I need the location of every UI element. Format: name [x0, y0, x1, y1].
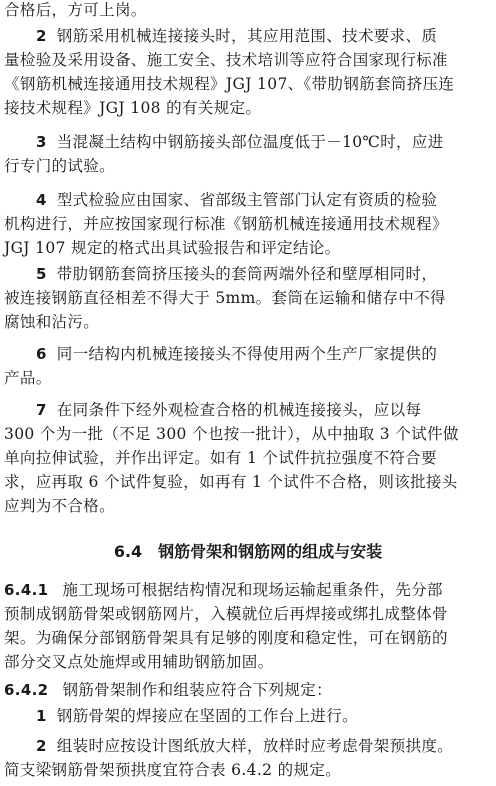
paragraph-line: 腐蚀和沾污。 [4, 313, 100, 331]
list-item-6 [4, 342, 437, 366]
continuation-text: 合格后，方可上岗。 [4, 1, 147, 19]
clause-6-4-1 [4, 578, 443, 602]
item-number: 4 [36, 191, 47, 209]
list-item-5 [4, 262, 437, 286]
paragraph-line: 架。为确保分部钢筋骨架具有足够的刚度和稳定性，可在钢筋的 [4, 629, 448, 647]
paragraph-line: 求，应再取 6 个试件复验，如再有 1 个试件不合格，则该批接头 [4, 473, 458, 491]
paragraph-line: 300 个为一批（不足 300 个也按一批计），从中抽取 3 个试件做 [4, 425, 459, 443]
item-number: 3 [36, 133, 47, 151]
paragraph-line: 产品。 [4, 369, 52, 387]
paragraph-line: 简支梁钢筋骨架预拱度宜符合表 6.4.2 的规定。 [4, 761, 342, 779]
paragraph-line: 部分交叉点处施焊或用辅助钢筋加固。 [4, 653, 274, 671]
paragraph-line: 量检验及采用设备、施工安全、技术培训等应符合国家现行标准 [4, 51, 448, 69]
paragraph-line: 机构进行，并应按国家现行标准《钢筋机械连接通用技术规程》 [4, 215, 448, 233]
list-item-b1 [4, 704, 358, 728]
clause-number: 6.4.2 [4, 681, 49, 699]
paragraph-line: 当混凝土结构中钢筋接头部位温度低于－10℃时，应进 [56, 133, 444, 151]
section-number: 6.4 [113, 542, 143, 561]
list-item-2 [4, 24, 437, 48]
paragraph-line: 《钢筋机械连接通用技术规程》JGJ 107、《带肋钢筋套筒挤压连 [4, 75, 455, 93]
section-heading [0, 540, 496, 564]
paragraph-line: 接技术规程》JGJ 108 的有关规定。 [4, 99, 262, 117]
item-number: 7 [36, 401, 47, 419]
paragraph-line: 钢筋骨架制作和组装应符合下列规定： [62, 681, 332, 699]
paragraph-line: 带肋钢筋套筒挤压接头的套筒两端外径和壁厚相同时， [56, 265, 438, 283]
item-number: 6 [36, 345, 47, 363]
item-number: 1 [36, 707, 47, 725]
list-item-b2 [4, 734, 453, 758]
paragraph-line: 钢筋骨架的焊接应在坚固的工作台上进行。 [56, 707, 358, 725]
paragraph-line: 同一结构内机械连接接头不得使用两个生产厂家提供的 [56, 345, 438, 363]
section-title: 钢筋骨架和钢筋网的组成与安装 [158, 542, 383, 561]
paragraph-line: 型式检验应由国家、省部级主管部门认定有资质的检验 [56, 191, 438, 209]
item-number: 2 [36, 27, 47, 45]
list-item-7 [4, 398, 421, 422]
paragraph-line: 被连接钢筋直径相差不得大于 5mm。套筒在运输和储存中不得 [4, 289, 446, 307]
paragraph-line: 钢筋采用机械连接接头时，其应用范围、技术要求、质 [56, 27, 438, 45]
paragraph-line: 单向拉伸试验，并作出评定。如有 1 个试件抗拉强度不符合要 [4, 449, 437, 467]
item-number: 2 [36, 737, 47, 755]
paragraph-line: JGJ 107 规定的格式出具试验报告和评定结论。 [4, 239, 341, 257]
list-item-3 [4, 130, 444, 154]
paragraph-line: 施工现场可根据结构情况和现场运输起重条件，先分部 [62, 581, 443, 599]
paragraph-line: 行专门的试验。 [4, 157, 115, 175]
paragraph-line: 预制成钢筋骨架或钢筋网片，入模就位后再焊接或绑扎成整体骨 [4, 605, 448, 623]
item-number: 5 [36, 265, 47, 283]
clause-number: 6.4.1 [4, 581, 49, 599]
paragraph-line: 组装时应按设计图纸放大样，放样时应考虑骨架预拱度。 [56, 737, 454, 755]
paragraph-line: 在同条件下经外观检查合格的机械连接接头，应以每 [56, 401, 422, 419]
paragraph-line: 应判为不合格。 [4, 497, 115, 515]
clause-6-4-2 [4, 678, 332, 702]
list-item-4 [4, 188, 437, 212]
